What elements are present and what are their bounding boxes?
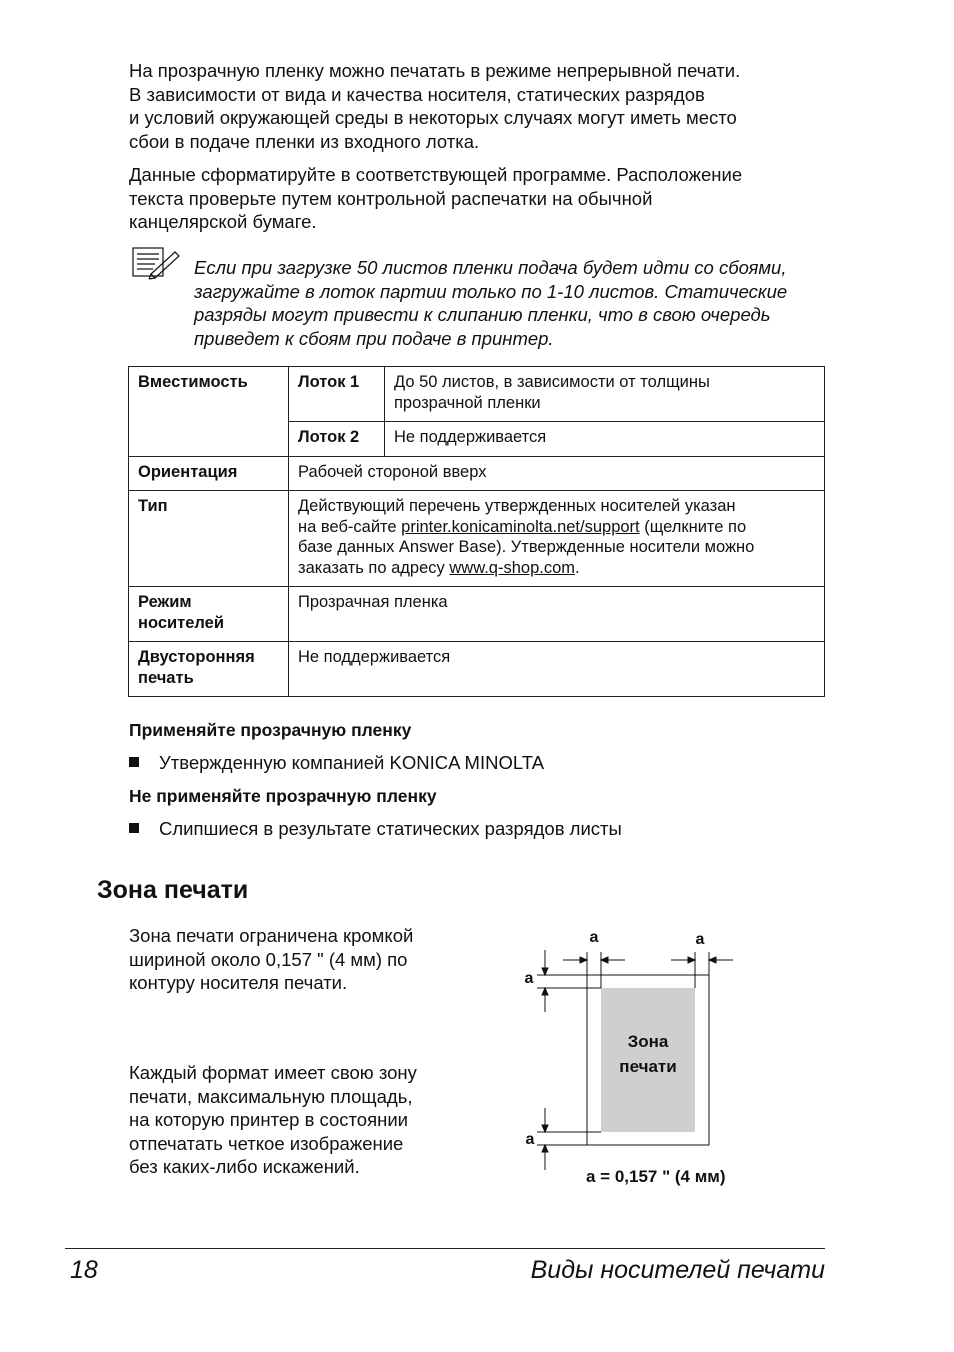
- text-line: [298, 517, 814, 538]
- text-line: на которую принтер в состоянии: [129, 1109, 408, 1131]
- table-row: [129, 642, 825, 697]
- margin-label-left-top: a: [524, 970, 534, 987]
- text-line: Если при загрузке 50 листов пленки подача будет идти со сбоями,: [194, 257, 787, 278]
- cell-tray2-value: Не поддерживается: [385, 422, 825, 457]
- text-line: шириной около 0,157 " (4 мм) по: [129, 948, 408, 970]
- margin-label-top-left: a: [589, 929, 599, 946]
- footer-title: Виды носителей печати: [530, 1256, 825, 1284]
- cell-duplex-label: [129, 642, 289, 697]
- note-pad-pencil-icon: [131, 244, 181, 280]
- page-number: 18: [70, 1256, 98, 1284]
- text-line: Двусторонняя: [138, 648, 255, 666]
- use-heading: Применяйте прозрачную пленку: [129, 720, 412, 740]
- text-line: Зона печати ограничена кромкой: [129, 925, 414, 946]
- cell-tray1-label: Лоток 1: [289, 367, 385, 422]
- text-span: заказать по адресу: [298, 558, 450, 577]
- print-area-paragraph-2: [129, 1061, 479, 1179]
- text-line: Режим: [138, 593, 192, 611]
- cell-type-label: Тип: [129, 491, 289, 587]
- text-line: До 50 листов, в зависимости от толщины: [394, 373, 710, 391]
- margin-label-top-right: a: [695, 931, 705, 948]
- text-line: печать: [138, 668, 194, 687]
- zone-label-1: Зона: [627, 1032, 669, 1051]
- use-list-item: [129, 752, 544, 774]
- dont-use-list-item: [129, 818, 622, 840]
- text-line: носителей: [138, 613, 224, 632]
- table-row: [129, 367, 825, 422]
- text-line: загружайте в лоток партии только по 1-10 листов. Статические: [194, 280, 788, 302]
- bullet-square-icon: [129, 823, 139, 833]
- cell-type-value: [289, 491, 825, 587]
- cell-capacity-label: Вместимость: [129, 367, 289, 457]
- text-span: .: [575, 558, 580, 577]
- text-line: Действующий перечень утвержденных носителей указан: [298, 497, 736, 515]
- text-line: В зависимости от вида и качества носителя, статических разрядов: [129, 83, 705, 105]
- margin-caption: a = 0,157 " (4 мм): [586, 1167, 726, 1186]
- margin-label-left-bottom: a: [525, 1131, 535, 1148]
- text-span: на веб-сайте: [298, 517, 402, 536]
- cell-tray2-label: Лоток 2: [289, 422, 385, 457]
- q-shop-link[interactable]: www.q-shop.com: [449, 558, 576, 577]
- text-line: канцелярской бумаге.: [129, 211, 317, 233]
- text-line: печати, максимальную площадь,: [129, 1085, 413, 1107]
- text-line: и условий окружающей среды в некоторых случаях могут иметь место: [129, 107, 737, 129]
- cell-duplex-value: Не поддерживается: [289, 642, 825, 697]
- cell-orientation-label: Ориентация: [129, 456, 289, 491]
- cell-orientation-value: Рабочей стороной вверх: [289, 456, 825, 491]
- intro-paragraph-2: [129, 163, 829, 234]
- print-area-paragraph-1: [129, 924, 479, 995]
- cell-tray1-value: [385, 367, 825, 422]
- text-line: [298, 558, 814, 579]
- table-row: [129, 456, 825, 491]
- bullet-square-icon: [129, 757, 139, 767]
- text-line: без каких-либо искажений.: [129, 1156, 360, 1178]
- konicaminolta-support-link[interactable]: printer.konicaminolta.net/support: [401, 517, 640, 536]
- text-line: приведет к сбоям при подаче в принтер.: [194, 327, 554, 349]
- cell-media-mode-value: Прозрачная пленка: [289, 587, 825, 642]
- table-row: [129, 587, 825, 642]
- zone-label-2: печати: [619, 1057, 677, 1076]
- list-item-text: Утвержденную компанией KONICA MINOLTA: [159, 752, 545, 773]
- spec-table: [128, 366, 825, 697]
- cell-media-mode-label: [129, 587, 289, 642]
- note-text: [194, 256, 834, 350]
- print-area-diagram: [505, 920, 765, 1200]
- intro-paragraph-1: [129, 59, 829, 153]
- table-row: [129, 491, 825, 587]
- dont-use-heading: Не применяйте прозрачную пленку: [129, 786, 437, 806]
- list-item-text: Слипшиеся в результате статических разрядов листы: [159, 818, 622, 839]
- text-line: базе данных Answer Base). Утвержденные носители можно: [298, 538, 755, 556]
- footer-divider: [65, 1248, 825, 1249]
- text-line: На прозрачную пленку можно печатать в режиме непрерывной печати.: [129, 60, 741, 81]
- text-line: контуру носителя печати.: [129, 972, 348, 994]
- text-line: сбои в подаче пленки из входного лотка.: [129, 130, 480, 152]
- text-span: (щелкните по: [639, 517, 747, 536]
- text-line: отпечатать четкое изображение: [129, 1132, 404, 1154]
- section-title: Зона печати: [97, 876, 249, 904]
- text-line: Каждый формат имеет свою зону: [129, 1062, 417, 1083]
- text-line: прозрачной пленки: [394, 393, 541, 412]
- text-line: разряды могут привести к слипанию пленки, что в свою очередь: [194, 304, 771, 326]
- text-line: текста проверьте путем контрольной распечатки на обычной: [129, 187, 653, 209]
- text-line: Данные сформатируйте в соответствующей программе. Расположение: [129, 164, 743, 185]
